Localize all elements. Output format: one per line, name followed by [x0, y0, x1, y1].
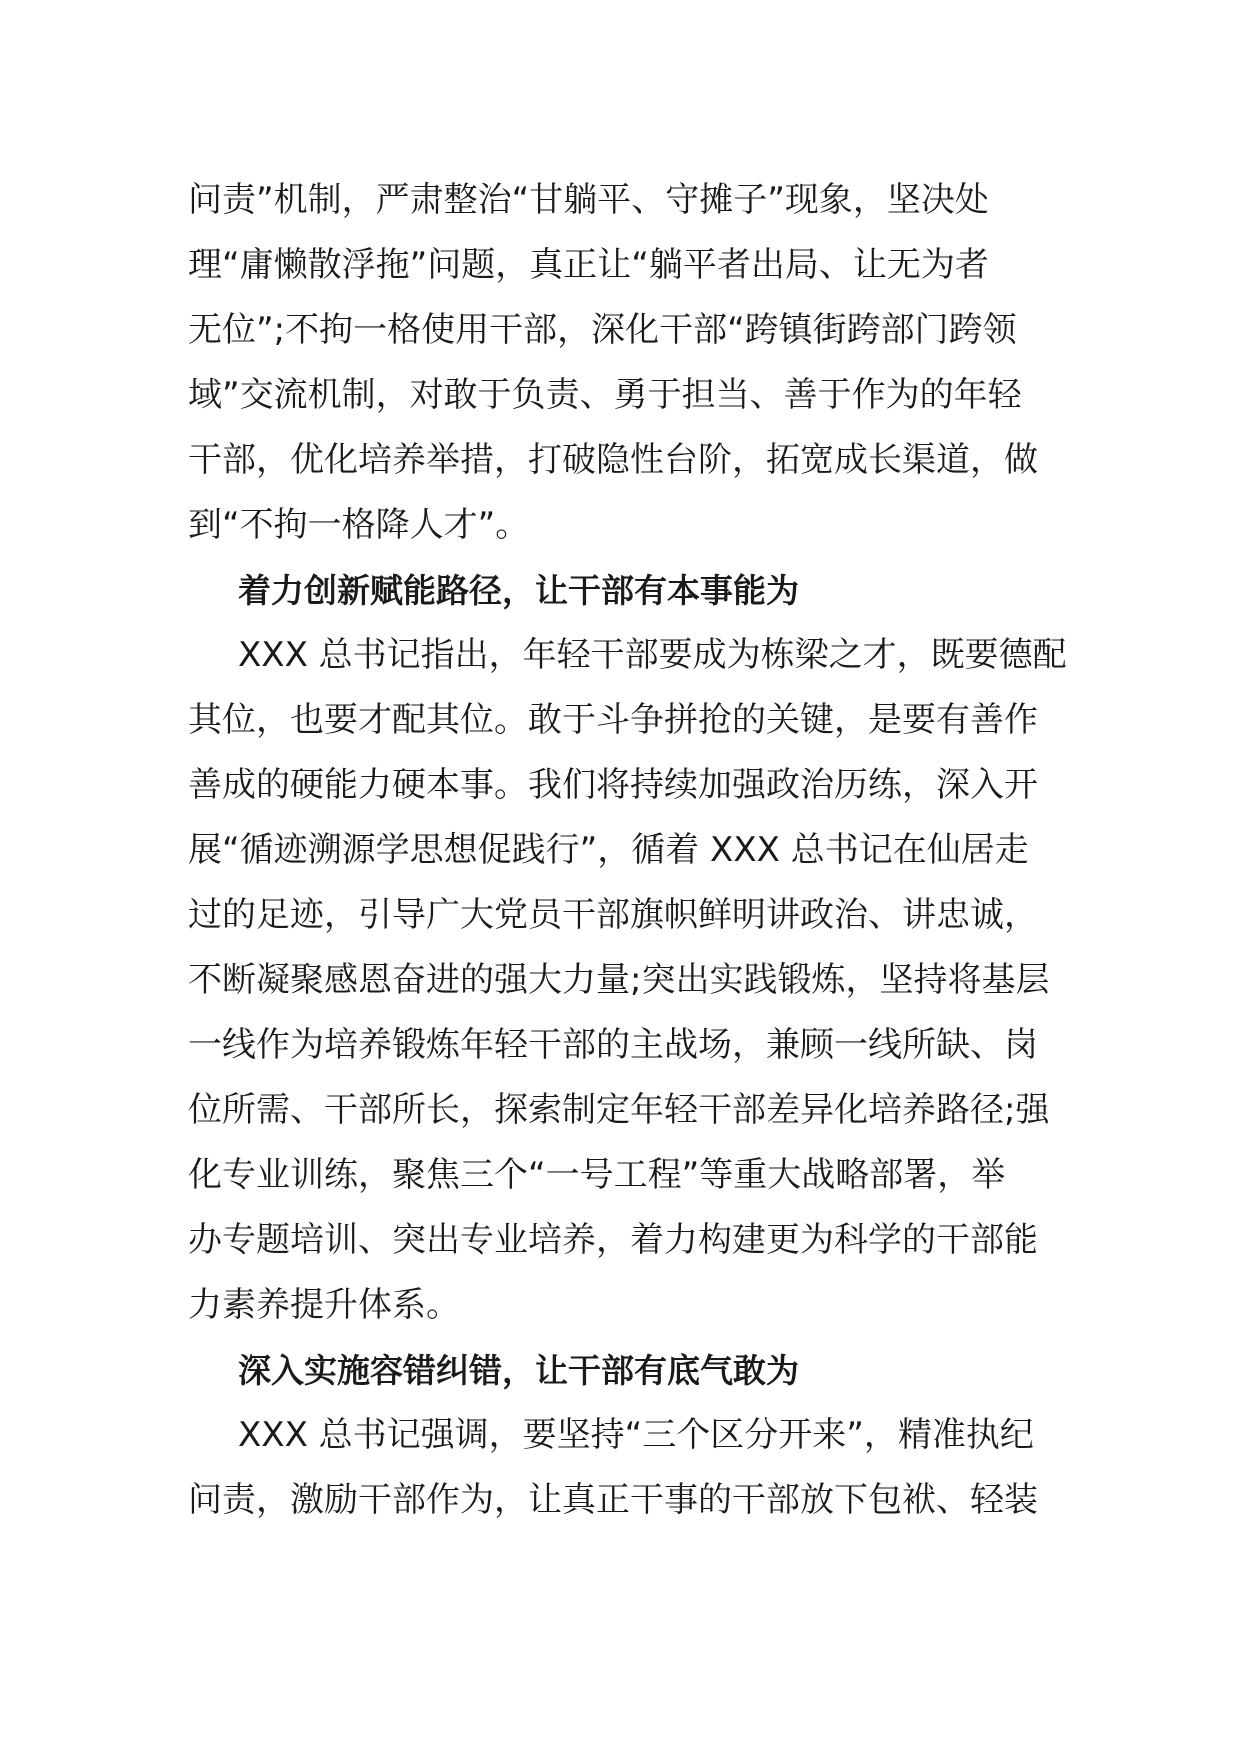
- text-line: 力素养提升体系。: [188, 1285, 460, 1325]
- text-line: XXX 总书记指出，年轻干部要成为栋梁之才，既要德配: [238, 635, 1067, 675]
- document-page: [188, 168, 1067, 1533]
- text-line: 善成的硬能力硬本事。我们将持续加强政治历练，深入开: [188, 765, 1038, 805]
- text-line: 到“不拘一格降人才”。: [188, 505, 530, 545]
- text-line: 无位”;不拘一格使用干部，深化干部“跨镇街跨部门跨领: [188, 310, 1017, 350]
- text-line: 理“庸懒散浮拖”问题，真正让“躺平者出局、让无为者: [188, 245, 989, 285]
- text-line: 过的足迹，引导广大党员干部旗帜鲜明讲政治、讲忠诚，: [188, 895, 1038, 935]
- section-heading-2: 深入实施容错纠错，让干部有底气敢为: [238, 1351, 799, 1390]
- text-line: 办专题培训、突出专业培养，着力构建更为科学的干部能: [188, 1220, 1038, 1260]
- text-line: 域”交流机制，对敢于负责、勇于担当、善于作为的年轻: [188, 375, 1022, 415]
- text-line: 一线作为培养锻炼年轻干部的主战场，兼顾一线所缺、岗: [188, 1025, 1038, 1065]
- paragraph-3: [188, 1403, 1060, 1533]
- text-line: XXX 总书记强调，要坚持“三个区分开来”，精准执纪: [238, 1415, 1034, 1455]
- text-line: 位所需、干部所长，探索制定年轻干部差异化培养路径;强: [188, 1090, 1050, 1130]
- text-line: 不断凝聚感恩奋进的强大力量;突出实践锻炼，坚持将基层: [188, 960, 1050, 1000]
- text-line: 问责”机制，严肃整治“甘躺平、守摊子”现象，坚决处: [188, 180, 989, 220]
- text-line: 问责，激励干部作为，让真正干事的干部放下包袱、轻装: [188, 1480, 1038, 1520]
- paragraph-1: [188, 168, 1060, 558]
- text-line: 展“循迹溯源学思想促践行”，循着 XXX 总书记在仙居走: [188, 830, 1029, 870]
- text-line: 其位，也要才配其位。敢于斗争拼抢的关键，是要有善作: [188, 700, 1038, 740]
- text-line: 化专业训练，聚焦三个“一号工程”等重大战略部署，举: [188, 1155, 1006, 1195]
- text-line: 干部，优化培养举措，打破隐性台阶，拓宽成长渠道，做: [188, 440, 1038, 480]
- paragraph-2: [188, 623, 1067, 1338]
- section-heading-1: 着力创新赋能路径，让干部有本事能为: [238, 571, 799, 610]
